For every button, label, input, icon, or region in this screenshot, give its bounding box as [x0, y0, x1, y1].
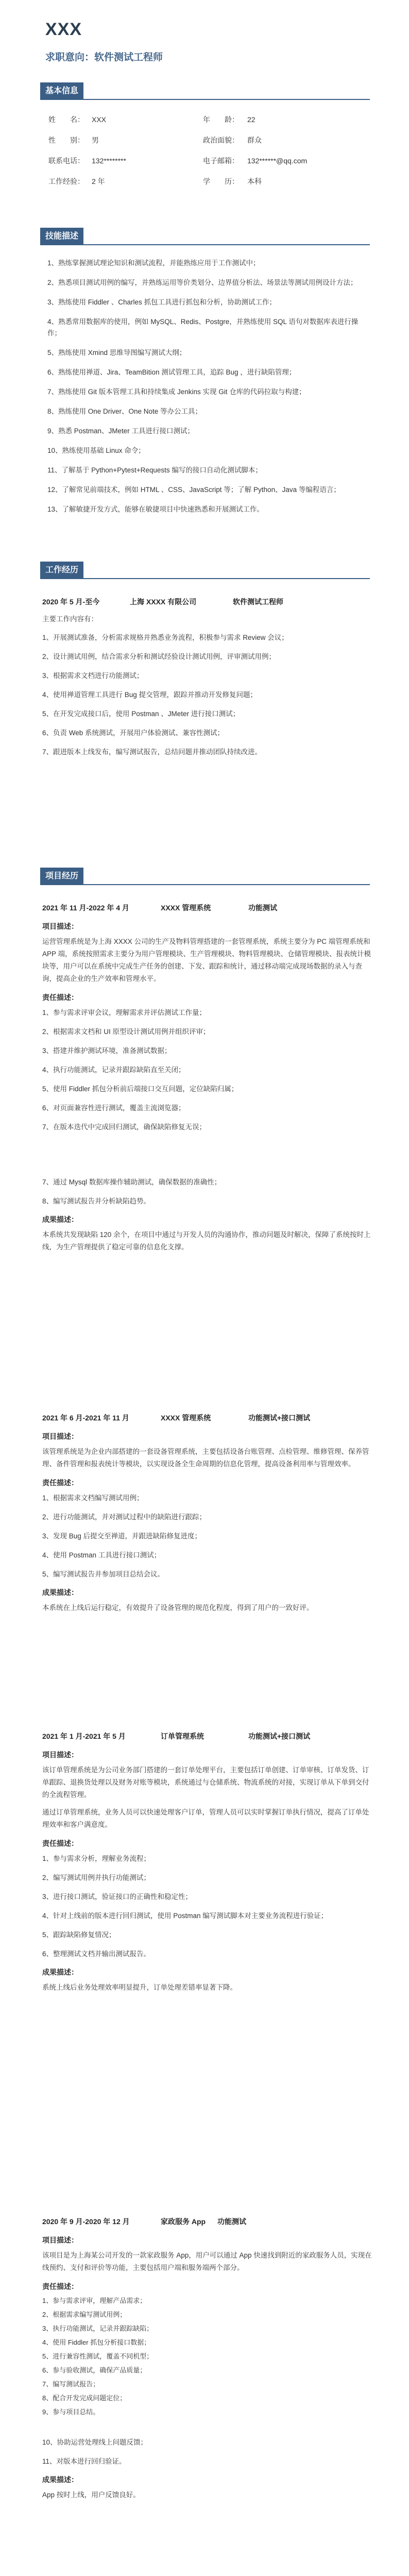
project-header: [42, 2216, 372, 2227]
label-phone: 联系电话：: [48, 157, 84, 165]
project-duty: 1、参与需求评审会议，理解需求并评估测试工作量；: [42, 1009, 207, 1016]
project-duty: 6、参与验收测试，确保产品质量；: [42, 2366, 147, 2374]
project-name: 家政服务 App: [161, 2217, 206, 2226]
info-row: [48, 150, 368, 171]
value-age: 22: [247, 115, 255, 124]
project-duty-label: 责任描述：: [42, 2282, 78, 2291]
project-intro: 运营管理系统是为上海 XXXX 公司的生产及物料管理搭建的一套管理系统，系统主要分为 PC 端管理系统和 APP 端，系统按照需求主要分为用户管理模块、生产管理模块、物料管理模块、仓储管理模块、报表统计模块等，用户可以在系统中完成生产任务的创建、下发、跟踪和统计，通过移动端完成现场数据的录入与查询，提高企业的生产效率和管理水平。: [42, 938, 371, 982]
section-rule: [40, 578, 370, 579]
section-header-basic: [40, 82, 370, 100]
project-intro-extra: 通过订单管理系统，业务人员可以快速处理客户订单，管理人员可以实时掌握订单执行情况，提高了订单处理效率和客户满意度。: [42, 1808, 369, 1828]
project-duty: 5、使用 Fiddler 抓包分析前后端接口交互问题，定位缺陷归属；: [42, 1085, 238, 1093]
skill-item: 11、了解基于 Python+Pytest+Requests 编写的接口自动化测试脚本；: [47, 466, 262, 474]
project-intro-label: 项目描述：: [42, 1432, 78, 1440]
project-intro-label: 项目描述：: [42, 1751, 78, 1759]
work-role: 软件测试工程师: [233, 598, 283, 606]
project-duty-label: 责任描述：: [42, 1479, 78, 1487]
section-header-skills: [40, 228, 370, 245]
work-item: 2、设计测试用例，结合需求分析和测试经验设计测试用例，评审测试用例；: [42, 653, 276, 660]
info-row: [48, 130, 368, 150]
project-intro: 该项目是为上海某公司开发的一款家政服务 App，用户可以通过 App 快速找到附近的家政服务人员，实现在线预约、支付和评价等功能，主要包括用户端和服务端两个部分。: [42, 2251, 372, 2272]
project-duty: 2、进行功能测试，并对测试过程中的缺陷进行跟踪；: [42, 1513, 207, 1521]
work-period: 2020 年 5 月-至今: [42, 598, 100, 606]
project-4: [42, 2216, 372, 2501]
info-row: [48, 109, 368, 130]
skill-item: 12、了解常见前端技术，例如 HTML 、CSS、JavaScript 等；了解 Python、Java 等编程语言；: [47, 486, 340, 494]
work-item: 5、在开发完成接口后，使用 Postman 、JMeter 进行接口测试；: [42, 710, 240, 718]
project-duty: 4、执行功能测试，记录并跟踪缺陷直至关闭；: [42, 1066, 185, 1074]
label-age: 年 龄：: [203, 115, 239, 124]
value-email: 132******@qq.com: [247, 157, 308, 165]
section-title-projects: 项目经历: [40, 868, 83, 885]
project-duty: 11、对版本进行回归验证。: [42, 2458, 126, 2465]
project-result: 本系统在上线后运行稳定，有效提升了设备管理的规范化程度，得到了用户的一致好评。: [42, 1604, 314, 1612]
project-name: XXXX 管理系统: [161, 904, 211, 912]
project-duty: 2、根据需求文档和 UI 原型设计测试用例并组织评审；: [42, 1028, 210, 1036]
section-title-work: 工作经历: [40, 562, 83, 579]
project-period: 2020 年 9 月-2020 年 12 月: [42, 2217, 130, 2226]
project-role: 功能测试+接口测试: [248, 1414, 311, 1422]
work-item: 7、跟进版本上线发布，编写测试报告，总结问题并推动团队持续改进。: [42, 748, 262, 756]
label-gender: 性 别：: [48, 136, 84, 144]
project-duty: 1、根据需求文档编写测试用例；: [42, 1494, 144, 1502]
project-duty: 2、根据需求编写测试用例；: [42, 2311, 127, 2318]
project-period: 2021 年 6 月-2021 年 11 月: [42, 1414, 129, 1422]
info-row: [48, 171, 368, 192]
project-duty-label: 责任描述：: [42, 993, 78, 1002]
skills-list: [47, 258, 372, 523]
project-period: 2021 年 11 月-2022 年 4 月: [42, 904, 129, 912]
label-name: 姓 名：: [48, 115, 84, 124]
project-result: App 按时上线，用户反馈良好。: [42, 2491, 140, 2499]
project-duty: 4、针对上线前的版本进行回归测试，使用 Postman 编写测试脚本对主要业务流程进行验证；: [42, 1912, 328, 1920]
label-education: 学 历：: [203, 177, 239, 185]
section-header-work: [40, 562, 370, 579]
project-result-label: 成果描述：: [42, 1215, 78, 1224]
work-experience: [42, 597, 372, 765]
skill-item: 6、熟练使用禅道、Jira、TeamBition 测试管理工具，追踪 Bug ，进行缺陷管理；: [47, 368, 296, 376]
work-item: 6、负责 Web 系统测试，开展用户体验测试、兼容性测试；: [42, 729, 225, 737]
value-education: 本科: [247, 177, 262, 185]
project-duty: 5、进行兼容性测试，覆盖不同机型；: [42, 2352, 154, 2360]
project-result: 本系统共发现缺陷 120 余个，在项目中通过与开发人员的沟通协作，推动问题及时解决，保障了系统按时上线，为生产管理提供了稳定可靠的信息化支撑。: [42, 1231, 371, 1251]
skill-item: 10、熟练使用基础 Linux 命令；: [47, 447, 145, 454]
work-intro: 主要工作内容有：: [42, 615, 98, 623]
project-duty: 3、进行接口测试，验证接口的正确性和稳定性；: [42, 1893, 193, 1901]
project-intro-label: 项目描述：: [42, 922, 78, 930]
basic-info-table: [48, 109, 368, 192]
project-header: [42, 1413, 372, 1423]
work-item: 3、根据需求文档进行功能测试；: [42, 672, 144, 680]
project-duty: 7、编写测试报告；: [42, 2380, 100, 2388]
project-duty: 7、在版本迭代中完成回归测试，确保缺陷修复无误；: [42, 1123, 207, 1131]
section-rule: [40, 244, 370, 245]
project-duty: 3、搭建并维护测试环境，准备测试数据；: [42, 1047, 172, 1055]
project-result: 系统上线后业务处理效率明显提升，订单处理差错率显著下降。: [42, 1984, 237, 1991]
value-phone: 132********: [92, 157, 126, 165]
project-role: 功能测试: [248, 904, 277, 912]
project-duty: 8、配合开发完成问题定位；: [42, 2394, 127, 2402]
job-intent: 求职意向：软件测试工程师: [45, 52, 163, 63]
project-header: [42, 1731, 372, 1741]
project-duty: 6、整理测试文档并输出测试报告。: [42, 1950, 151, 1958]
value-experience: 2 年: [92, 177, 105, 185]
section-rule: [40, 99, 370, 100]
project-header: [42, 903, 372, 913]
project-intro: 该订单管理系统是为公司业务部门搭建的一套订单处理平台，主要包括订单创建、订单审核、订单发货、订单跟踪、退换货处理以及财务对账等模块，系统通过与仓储系统、物流系统的对接，实现订单从下单到交付的全流程管理。: [42, 1766, 369, 1799]
skill-item: 1、熟练掌握测试理论知识和测试流程，并能熟练应用于工作测试中；: [47, 259, 260, 267]
project-2: [42, 1413, 372, 1614]
project-result-label: 成果描述：: [42, 1588, 78, 1597]
work-header: [42, 597, 372, 607]
label-experience: 工作经验：: [48, 177, 84, 185]
project-duty: 6、对页面兼容性进行测试，覆盖主流浏览器；: [42, 1104, 185, 1112]
project-duty: 5、跟踪缺陷修复情况；: [42, 1931, 116, 1939]
section-rule: [40, 884, 370, 885]
skill-item: 7、熟练使用 Git 版本管理工具和持续集成 Jenkins 实现 Git 仓库的代码拉取与构建；: [47, 388, 306, 396]
section-title-skills: 技能描述: [40, 228, 83, 245]
project-duty: 4、使用 Fiddler 抓包分析接口数据；: [42, 2338, 151, 2346]
project-name: XXXX 管理系统: [161, 1414, 211, 1422]
project-duty: 7、通过 Mysql 数据库操作辅助测试，确保数据的准确性；: [42, 1178, 221, 1186]
project-duty-label: 责任描述：: [42, 1839, 78, 1848]
project-duty: 4、使用 Postman 工具进行接口测试；: [42, 1551, 161, 1559]
section-title-basic: 基本信息: [40, 82, 83, 100]
project-duty: 2、编写测试用例并执行功能测试；: [42, 1874, 151, 1882]
skill-item: 9、熟悉 Postman、JMeter 工具进行接口测试；: [47, 427, 195, 435]
work-item: 1、开展测试准备，分析需求规格并熟悉业务流程，积极参与需求 Review 会议；: [42, 634, 288, 641]
skill-item: 8、熟练使用 One Driver、One Note 等办公工具；: [47, 408, 202, 415]
skill-item: 4、熟悉常用数据库的使用，例如 MySQL、Redis、Postgre，并熟练使用 SQL 语句对数据库表进行操作；: [47, 318, 359, 337]
project-name: 订单管理系统: [161, 1732, 204, 1740]
project-role: 功能测试+接口测试: [248, 1732, 311, 1740]
value-political: 群众: [247, 136, 262, 144]
project-duty: 8、编写测试报告并分析缺陷趋势。: [42, 1197, 151, 1205]
work-item: 4、使用禅道管理工具进行 Bug 提交管理，跟踪并推动开发修复问题；: [42, 691, 258, 699]
section-header-projects: [40, 868, 370, 885]
project-intro-label: 项目描述：: [42, 2236, 78, 2244]
project-duty: 1、参与需求分析，理解业务流程；: [42, 1855, 151, 1862]
value-gender: 男: [92, 136, 99, 144]
work-company: 上海 XXXX 有限公司: [130, 598, 197, 606]
project-result-label: 成果描述：: [42, 2476, 78, 2484]
skill-item: 3、熟练使用 Fiddler 、Charles 抓包工具进行抓包和分析，协助测试工作；: [47, 298, 277, 306]
project-role: 功能测试: [217, 2217, 246, 2226]
project-duty: 1、参与需求评审，理解产品需求；: [42, 2297, 147, 2304]
project-intro: 该管理系统是为企业内部搭建的一套设备管理系统，主要包括设备台账管理、点检管理、维修管理、保养管理、备件管理和报表统计等模块，以实现设备全生命周期的信息化管理，提高设备利用率与管理效率。: [42, 1448, 369, 1468]
project-result-label: 成果描述：: [42, 1968, 78, 1976]
skill-item: 2、熟悉项目测试用例的编写，并熟练运用等价类划分、边界值分析法、场景法等测试用例设计方法；: [47, 279, 357, 286]
project-1: [42, 903, 372, 1253]
value-name: XXX: [92, 115, 107, 124]
skill-item: 13、了解敏捷开发方式，能够在敏捷项目中快速熟悉和开展测试工作。: [47, 505, 264, 513]
label-political: 政治面貌：: [203, 136, 239, 144]
project-period: 2021 年 1 月-2021 年 5 月: [42, 1732, 126, 1740]
candidate-name: XXX: [45, 20, 82, 39]
project-duty: 5、编写测试报告并参加项目总结会议。: [42, 1570, 165, 1578]
skill-item: 5、熟练使用 Xmind 思维导图编写测试大纲；: [47, 349, 186, 357]
project-3: [42, 1731, 372, 1994]
project-duty: 10、协助运营处理线上问题反馈；: [42, 2438, 148, 2446]
label-email: 电子邮箱：: [203, 157, 239, 165]
project-duty: 3、发现 Bug 后提交至禅道，并跟进缺陷修复进度；: [42, 1532, 202, 1540]
project-duty: 3、执行功能测试，记录并跟踪缺陷；: [42, 2325, 154, 2332]
project-duty: 9、参与项目总结。: [42, 2408, 100, 2416]
